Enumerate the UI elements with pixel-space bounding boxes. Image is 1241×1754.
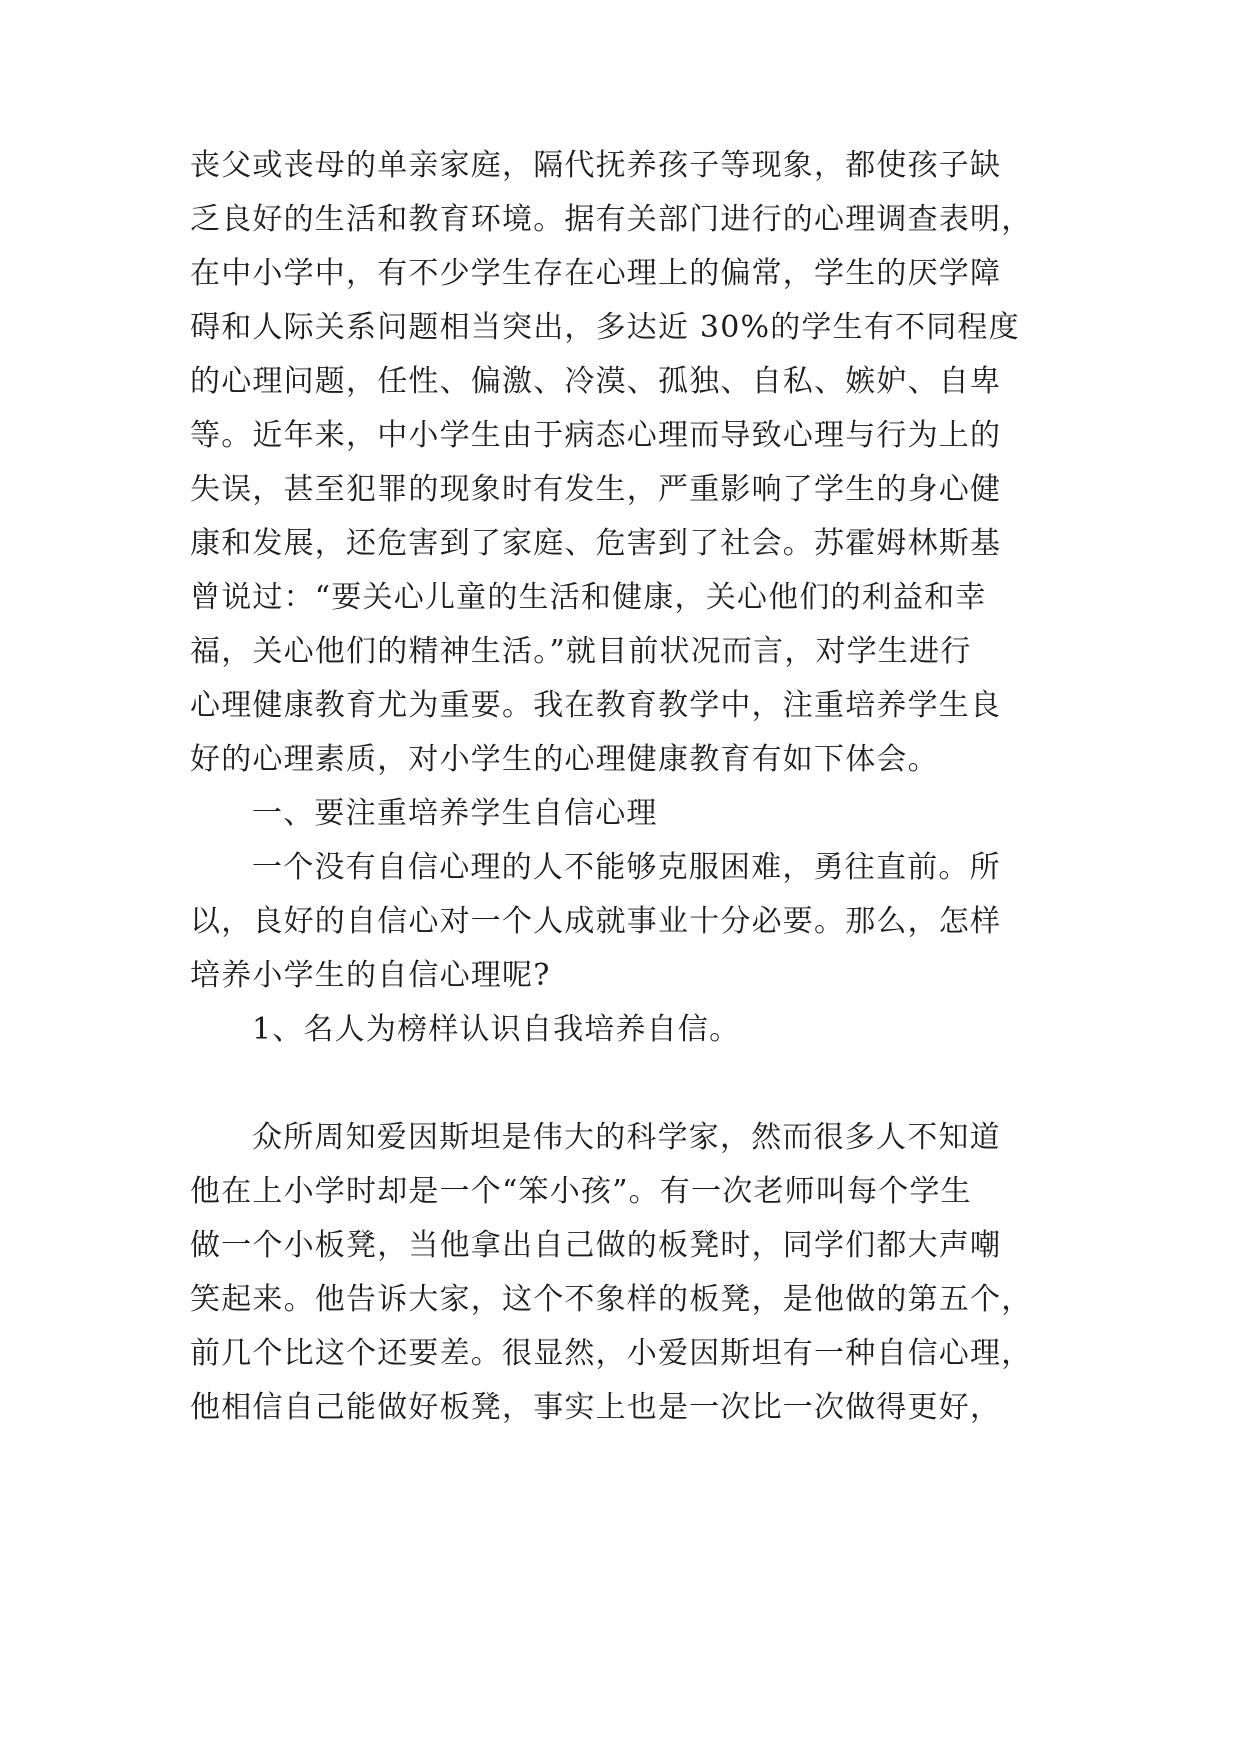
text-line: 等。近年来，中小学生由于病态心理而导致心理与行为上的 — [190, 418, 1002, 453]
text-line: 曾说过：“要关心儿童的生活和健康，关心他们的利益和幸 — [190, 580, 987, 615]
text-line: 康和发展，还危害到了家庭、危害到了社会。苏霍姆林斯基 — [190, 526, 1002, 561]
text-line: 福，关心他们的精神生活。”就目前状况而言，对学生进行 — [190, 634, 972, 669]
text-line: 一个没有自信心理的人不能够克服困难，勇往直前。所 — [252, 850, 1001, 885]
text-line: 众所周知爱因斯坦是伟大的科学家，然而很多人不知道 — [252, 1120, 1001, 1155]
subsection-heading: 1、名人为榜样认识自我培养自信。 — [252, 1012, 741, 1047]
text-line: 他相信自己能做好板凳，事实上也是一次比一次做得更好， — [190, 1390, 1002, 1425]
text-line: 的心理问题，任性、偏激、冷漠、孤独、自私、嫉妒、自卑 — [190, 364, 1002, 399]
text-line: 以，良好的自信心对一个人成就事业十分必要。那么，怎样 — [190, 904, 1002, 939]
text-line: 在中小学中，有不少学生存在心理上的偏常，学生的厌学障 — [190, 256, 1002, 291]
text-line: 培养小学生的自信心理呢? — [190, 958, 551, 993]
text-line: 丧父或丧母的单亲家庭，隔代抚养孩子等现象，都使孩子缺 — [190, 148, 1002, 183]
text-line: 好的心理素质，对小学生的心理健康教育有如下体会。 — [190, 742, 939, 777]
text-line: 失误，甚至犯罪的现象时有发生，严重影响了学生的身心健 — [190, 472, 1002, 507]
section-heading: 一、要注重培养学生自信心理 — [252, 796, 658, 831]
text-line: 乏良好的生活和教育环境。据有关部门进行的心理调查表明， — [190, 202, 1033, 237]
text-line: 他在上小学时却是一个“笨小孩”。有一次老师叫每个学生 — [190, 1174, 972, 1209]
text-line: 前几个比这个还要差。很显然，小爱因斯坦有一种自信心理， — [190, 1336, 1033, 1371]
text-line: 笑起来。他告诉大家，这个不象样的板凳，是他做的第五个， — [190, 1282, 1033, 1317]
text-line: 心理健康教育尤为重要。我在教育教学中，注重培养学生良 — [190, 688, 1002, 723]
text-line: 碍和人际关系问题相当突出，多达近 30%的学生有不同程度 — [190, 310, 1020, 345]
text-line: 做一个小板凳，当他拿出自己做的板凳时，同学们都大声嘲 — [190, 1228, 1002, 1263]
